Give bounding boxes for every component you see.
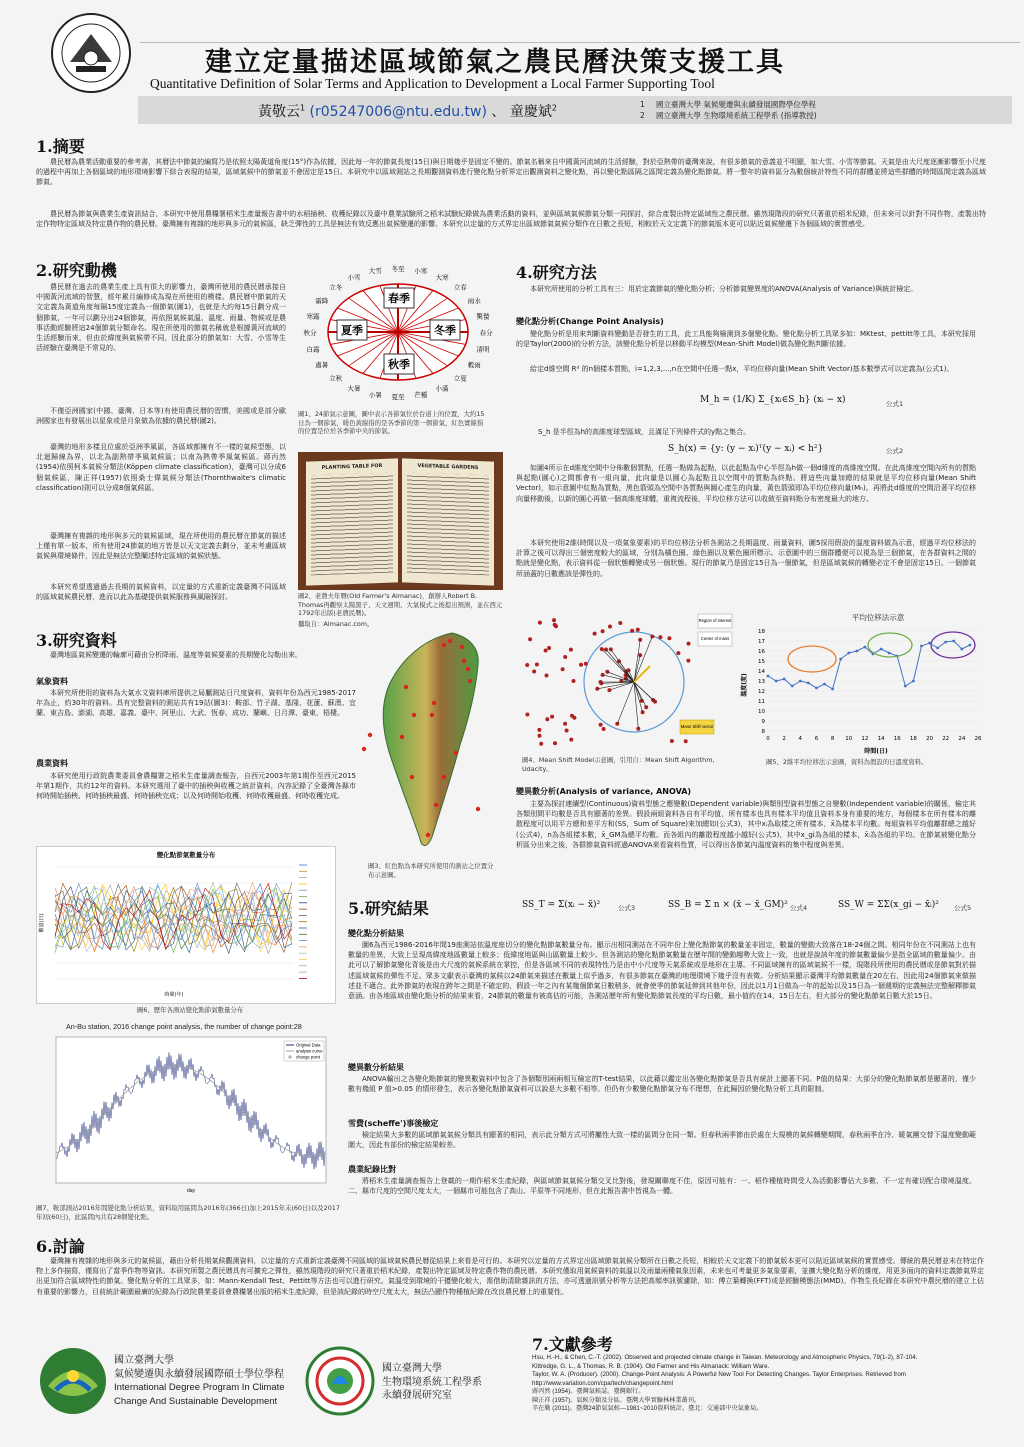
sample-point xyxy=(579,663,583,667)
sample-point xyxy=(539,742,543,746)
x-tick-label: 4 xyxy=(798,736,803,742)
reference-item: Kittredge, G. L., & Thomas, R. B. (1904). Old Farmer and His Almanack: William Ware. xyxy=(532,1362,770,1370)
author-separator: 、 xyxy=(491,104,506,120)
figure-5-title: 平均位移法示意 xyxy=(851,613,905,622)
solar-term-label: 芒種 xyxy=(414,390,428,399)
sample-point xyxy=(641,710,645,714)
figure-5-ylabel: 溫度(度) xyxy=(741,673,748,697)
sample-point xyxy=(563,655,567,659)
data-point xyxy=(952,640,955,643)
section-abstract-title: 1.摘要 xyxy=(36,137,85,156)
data-point xyxy=(855,650,858,653)
changepoint-paragraph-1: 變化點分析是用來判斷資料變動是否發生的工具，此工具能夠檢測到多個變化點。變化點分析工具眾多如：MKtest、pettitt等工具，本研究採用的是Taylor(2000)的分析方法，該變化點分析是以移動平均模型(Mean-Shift Model)做為變化點判斷依據。 xyxy=(516,330,976,349)
y-tick-label: 10 xyxy=(758,709,765,715)
data-point xyxy=(791,685,794,688)
changepoint-paragraph-3: S_h 是半徑為h的高維度球型區域，且滿足下列條件式的y點之集合。 xyxy=(538,428,751,436)
data-point xyxy=(888,652,891,655)
sample-point xyxy=(561,667,565,671)
solar-term-label: 小雪 xyxy=(347,273,361,282)
sample-point xyxy=(684,739,688,743)
sample-point xyxy=(601,629,605,633)
data-point xyxy=(839,658,842,661)
figure-4-label-msv: Mean Shift vector xyxy=(680,724,714,729)
figure-6-ylabel: 數量(日) xyxy=(39,913,45,933)
data-point xyxy=(960,648,963,651)
figure-7-chart xyxy=(36,1022,336,1200)
reference-item: 陳正祥 (1957)。氣候分類及分區。臺灣大學實驗林林業叢刊。 xyxy=(532,1396,701,1404)
sample-point xyxy=(667,636,671,640)
results-anova-heading: 變異數分析結果 xyxy=(348,1063,404,1072)
results-scheffe-paragraph: 檢定結果大多數的區域節氣氣候分類具有顯著的相同，表示此分類方式可將屬性大致一樣的區間分在同一類。但春秋兩季節由於處在大規模的氣候轉變期間，春秋兩季在冷、暖氣團交替下溫度變動範圍大，因此有部份的檢定結果較差。 xyxy=(348,1131,976,1150)
method-intro: 本研究所使用的分析工具有三：用於定義節氣的變化點分析；分析節氣變異度的ANOVA(Analysis of Variance)與統計檢定。 xyxy=(530,285,918,293)
solar-term-label: 立冬 xyxy=(329,283,343,292)
discussion-paragraph: 臺灣擁有複雜的地形與多元的氣候區，藉由分析長期氣候觀測資料，以定量的方式重新定義臺灣不同區域的區域氣候農民曆從結果上來看是可行的。本研究以定量的方式界定出區域節氣氣候分類所在日數之長短，相較於天文定義下的節氣版本更可以貼近區域氣候的實質感受。傳統的農民曆並未在特定作物上多作描寫，僅寫出了當季作物等資訊。本研究所製之農民曆具有可擴充之彈性，雖然現階段的研究只著重於稻米紀錄，產製出特定區域及特定農作物的農民曆。本研究僅取用氣候資料的氣溫以及雨量兩種氣象因素，未來也可考量更多氣象要素，並擴大變化點分析的維度，用更多面向的資料定義節氣界定出更加符合區域特性的節氣。變化點分析的工具眾多，如：Mann-Kendall Test、Pettitt等方法也可以進行研究。氣溫受到環境的干擾變化較大，需借助清除雜訊的方法，亦可透過訊號分析等方法把高頻率訊號濾除，如：傅立葉轉換(FFT)或是經驗模態法(MMD)。作物生長紀錄在本研究中農民曆的建立上佔有重要的影響力，目前統計範圍最廣的紀錄為行政院農業委員會農糧署出版的稻米生產紀錄，但是該紀錄的時空尺度太大，無法凸顯作物種植紀錄在改良農民曆上的重要性。 xyxy=(36,1257,984,1296)
sample-point xyxy=(676,651,680,655)
reference-item: 蔣丙然 (1954)。臺灣氣候誌。臺灣銀行。 xyxy=(532,1388,645,1395)
results-agri-heading: 農業紀錄比對 xyxy=(348,1165,396,1174)
figure-4-label-roi: Region of interest xyxy=(698,618,732,623)
data-point xyxy=(831,688,834,691)
y-tick-label: 17 xyxy=(758,639,765,645)
motivation-paragraph-2: 不僅亞洲國家(中國、臺灣、日本等)有使用農民曆的習慣，美國或是部分歐洲國家也有發展出以星象或是月象做為依據的農民曆(圖2)。 xyxy=(36,407,286,426)
program-name-line-2: 氣候變遷與永續發展國際碩士學位學程 xyxy=(114,1368,284,1380)
university-seal xyxy=(50,12,132,94)
data-point xyxy=(864,646,867,649)
changepoint-paragraph-5: 本研究使用2維(時間以及一項氣象要素)的平均位移法分析各測站之長期溫度、雨量資料，圖5採用假設的溫度資料做為示意，經過平均位移法的計算之後可以得出三個密度較大的區域，分別為橘色圈、綠色圈以及紫色圈所標示。示意圖中的三個群體便可以視為是三個節氣，在各群資料之間的點就是變化點，表示資料從一個狀態轉變成另一個狀態。現行的節氣乃是固定15日為一個節氣，但是區域氣候的轉變必定不會是固定15日。一個節氣所涵蓋的日數應該是彈性的。 xyxy=(516,539,976,578)
x-tick-label: 24 xyxy=(958,736,966,742)
season-winter: 冬季 xyxy=(434,324,456,337)
data-point xyxy=(799,680,802,683)
figure-1-caption: 圖1、24節氣示意圖，圖中表示各節氣位於台道上的位置，大約15日為一個節氣，暖色黃線指的是各季節的第一個節氣，紅色實線指的位置是位於各季節中央的節氣。 xyxy=(298,410,485,436)
sample-point xyxy=(553,623,557,627)
abstract-paragraph-1: 農民曆為農業活動重要的參考書，其曆法中節氣的編寫乃是依照太陽黃道角度(15°)作為依據，因此每一年的節氣長度(15日)與日期幾乎是固定不變的。節氣名稱來自中國黃河流域的生活經驗，對於亞熱帶的臺灣來說，有很多節氣的意義並不明顯，如大雪、小雪等節氣。天氣是由大尺度逐漸影響至小尺度的過程中再加上各個區域的地形環境影響下綜合表現的結果，區域氣候中的節氣並不會固定是15日。本研究中以區域測站之長期觀測資料進行變化點分析界定出觀測資料之變化點，再以變化點區隔之區間定義為變化點節氣。將一整年的資料區分為數個統計特性不同的群體並將這些群體的時間區間定義為區域節氣。 xyxy=(36,158,986,187)
y-tick-label: 16 xyxy=(758,649,765,655)
solar-term-label: 處暑 xyxy=(315,361,329,369)
x-tick-label: 20 xyxy=(926,736,934,742)
almanac-page-left xyxy=(306,458,398,585)
data-point xyxy=(936,647,939,650)
sample-point xyxy=(572,679,576,683)
figure-7-xlabel: day xyxy=(186,1188,196,1194)
author-1-sup: 1 xyxy=(300,103,306,113)
data-point xyxy=(775,680,778,683)
sample-point xyxy=(553,741,557,745)
changepoint-paragraph-2: 給定d維空間 Rᵈ 的n個樣本質點，i=1,2,3,...,n在空間中任選一點x，平均位移向量(Mean Shift Vector)基本數學式可以定義為(公式1)。 xyxy=(530,365,954,373)
results-changepoint-heading: 變化點分析結果 xyxy=(348,929,404,938)
solar-term-label: 春分 xyxy=(479,329,493,337)
data-point xyxy=(767,675,770,678)
figure-7-title: An-Bu station, 2016 change point analysis, the number of change point:28 xyxy=(66,1022,302,1031)
data-intro: 臺灣地區氣候變遷的輪廓可藉由分析降雨、溫度等氣候要素的長期變化勾勒出來。 xyxy=(50,651,302,659)
sample-point xyxy=(601,673,605,677)
affiliation-2: 2 國立臺灣大學 生物環境系統工程學系 (指導教授) xyxy=(640,111,817,120)
solar-term-label: 霜降 xyxy=(315,297,329,305)
solar-term-label: 大寒 xyxy=(435,273,449,282)
figure-2-caption: 圖2、老農夫年曆(Old Farmer's Almanac)，創辦人Robert B. Thomas再觀察太陽黑子、天文週期、大氣模式之後提出預測，並在西元1792年出版(老農民曆)。 xyxy=(298,592,503,618)
figure-7-legend-original: Original Data xyxy=(296,1042,321,1048)
figure-5-chart xyxy=(738,612,988,757)
figure-2-credit: 攝取自：Almanac.com。 xyxy=(298,620,374,628)
figure-4-label-center: Center of mass xyxy=(700,636,730,641)
x-tick-label: 12 xyxy=(861,736,869,742)
lab-name xyxy=(382,1362,522,1403)
solar-term-label: 寒露 xyxy=(306,312,320,321)
x-tick-label: 2 xyxy=(782,736,786,742)
equation-3: SS_T = Σ(xᵢ − x̄)² xyxy=(522,900,601,910)
data-point xyxy=(807,682,810,685)
results-scheffe-heading: 雪費(scheffe')事後檢定 xyxy=(348,1119,439,1128)
figure-5-caption: 圖5、2維平均位移法示意圖，資料為假設的日溫度資料。 xyxy=(766,758,928,766)
section-references-title: 7.文獻參考 xyxy=(532,1335,613,1354)
sample-point xyxy=(550,715,554,719)
sample-point xyxy=(644,705,648,709)
figure-3-caption: 圖3、紅色點為本研究所使用的測站之位置分布示意圖。 xyxy=(368,862,494,879)
figure-6-title: 變化點節氣數量分布 xyxy=(156,851,216,859)
solar-term-label: 大暑 xyxy=(347,384,361,393)
section-data-title: 3.研究資料 xyxy=(36,631,117,650)
sample-point xyxy=(552,618,556,622)
x-tick-label: 14 xyxy=(877,736,885,742)
affiliation-1: 1 國立臺灣大學 氣候變遷與永續發展國際學位學程 xyxy=(640,100,816,109)
data-point xyxy=(823,683,826,686)
figure-6-caption: 圖6、歷年各測站變化點節氣數量分布 xyxy=(136,1006,244,1014)
equation-5: SS_W = ΣΣ(x_gi − x̄ᵢ)² xyxy=(838,900,939,910)
season-spring: 春季 xyxy=(388,292,410,305)
sample-point xyxy=(602,727,606,731)
data-point xyxy=(847,652,850,655)
sample-point xyxy=(528,637,532,641)
sample-point xyxy=(532,670,536,674)
solar-term-label: 夏至 xyxy=(391,393,405,401)
motivation-paragraph-1: 農民曆在過去的農業生產上具有很大的影響力，臺灣所使用的農民曆承接自中國黃河流域的智慧，經年累月編修成為現在所使用的模樣。農民曆中節氣的天文定義為黃道角度每隔15度定義為一個節氣(圖1)，也就是大約每15日劃分成一個節氣，一年可以劃分出24個節氣，再依照氣候氣溫、溫度、雨量、物候或是農事活動經驗將這24個節氣分類命名。現在所使用的節氣名稱就是根據黃河流域的生活經驗而來，但由於緯度與氣候帶不同，因此部分的節氣如：大雪、小雪等生活經驗在臺灣是不常見的。 xyxy=(36,283,286,353)
sample-point xyxy=(605,670,609,674)
solar-term-label: 白露 xyxy=(306,345,320,354)
agri-data-paragraph: 本研究使用行政院農業委員會農糧署之稻米生產量調查報告，自西元2003年第1期作至西元2015年第1期作，共約12年的資料。本研究選用了臺中的插秧與收穫之統計資料，內容記錄了全臺灣各縣市何時開始插秧、何時插秧最盛、何時插秧完成；以及何時開始收穫、何時收穫最盛、何時收穫完成。 xyxy=(36,772,356,801)
solar-term-label: 驚蟄 xyxy=(476,312,490,321)
data-point xyxy=(783,678,786,681)
sample-point xyxy=(545,674,549,678)
x-tick-label: 26 xyxy=(974,736,982,742)
weather-data-paragraph: 本研究所使用的資料為大氣水文資料庫所提供之局屬測站日尺度資料，資料年份為西元1985-2017年為止，約30年的資料。具有完整資料的測站共有19站(圖3)：鞍部、竹子湖、基隆、花蓮、蘇澳、宜蘭、東吉島、澎湖、高雄、嘉義、臺中、阿里山、大武、恆春、成功、蘭嶼、日月潭、臺東、梧棲。 xyxy=(36,689,356,718)
sample-point xyxy=(547,646,551,650)
x-tick-label: 10 xyxy=(845,736,853,742)
program-logo xyxy=(38,1346,108,1416)
program-name-line-4: Change And Sustainable Development xyxy=(114,1395,278,1407)
author-2: 童慶斌 xyxy=(509,104,552,120)
figure-3-taiwan-map xyxy=(360,625,495,855)
sample-point xyxy=(593,632,597,636)
sample-point xyxy=(636,628,640,632)
figure-2-almanac-photo xyxy=(298,452,503,590)
reference-item: Hsu, H.-H., & Chen, C.-T. (2002). Observed and projected climate change in Taiwan. Meteorology and Atmospheric Physics, 79(1-2), 87-104. xyxy=(532,1354,918,1361)
sample-point xyxy=(608,625,612,629)
author-1: 黃敬云 xyxy=(258,104,300,120)
season-summer: 夏季 xyxy=(341,324,363,337)
season-autumn: 秋季 xyxy=(388,358,410,371)
sample-point xyxy=(570,714,574,718)
sample-point xyxy=(686,659,690,663)
sample-point xyxy=(544,649,548,653)
section-motivation-title: 2.研究動機 xyxy=(36,261,117,280)
sample-point xyxy=(670,739,674,743)
equation-1-number: 公式1 xyxy=(886,400,904,408)
y-tick-label: 18 xyxy=(758,629,765,635)
figure-1-solar-terms-wheel xyxy=(292,250,504,410)
sample-point xyxy=(538,734,542,738)
y-tick-label: 14 xyxy=(758,669,765,675)
sample-point xyxy=(535,663,539,667)
results-changepoint-paragraph: 圖6為西元1986-2016年間19座測站依溫度座切分的變化點節氣數量分布。顯示出相同測站在不同年份上變化點節氣的數量並非固定，數量的變動大致落在18-24個之間。相同年份在不同測站上也有數量的差異，大致上呈現高緯度地區數量上較多；低緯度地區與山區數量上較少。但各測站的變化點節氣數量在歷年間的變動趨勢大致上一致，也就是說該年度的節氣數量偏少是指全區域的數量偏少。由此可以了解節氣變化背後是由大尺度的氣候系統在掌控，但是各區域不同的表現特性乃是由中小尺度等天氣系統或是地形在主導。不同區域擁有的區域氣候不一樣，現階段所使用的農民曆或是節氣對於描述區域氣候的彈性不足。眾多文獻表示臺灣的氣候以24節氣來描述在數量上似乎過多，有很多節氣在臺灣的地理環境下幾乎沒有表徵。分析結果顯示臺灣平均節氣數量在20左右，因此用24個節氣來做描述並不適合。此外節氣的表現在跨年之間是不確定的，假設一年之內有某幾個節氣日數稍多，就會使季的節氣延伸到其他年份，因此以1月1日做為一年的起始以及15日為一個週期的定義無法完整解釋節氣意涵。由各地區域由變化點分析的結果來看，24節氣的數量有被高估的可能，各測站歷年所有變化點節氣長度的平均日數，最小值約在14、15日左右，但大部分的變化點節氣日數大於15日。 xyxy=(348,941,976,1001)
almanac-page-right xyxy=(402,458,494,585)
program-name-line-3: International Degree Program In Climate xyxy=(114,1382,285,1393)
data-point xyxy=(904,685,907,688)
lab-name-line-2: 生物環境系統工程學系 xyxy=(382,1376,482,1388)
author-email[interactable]: (r05247006@ntu.edu.tw) xyxy=(309,104,487,120)
anova-heading: 變異數分析(Analysis of variance, ANOVA) xyxy=(516,787,692,796)
figure-7-legend-curve: analysis curve xyxy=(296,1048,323,1054)
figure-4-caption: 圖4、Mean Shift Model示意圖，引用自：Mean Shift Algorithm, Udacity。 xyxy=(522,756,715,773)
lab-name-line-1: 國立臺灣大學 xyxy=(382,1363,442,1374)
section-results-title: 5.研究結果 xyxy=(348,899,429,918)
y-tick-label: 8 xyxy=(761,729,765,735)
affiliations xyxy=(640,99,1010,121)
author-line xyxy=(258,101,557,121)
sample-point xyxy=(630,629,634,633)
data-point xyxy=(912,680,915,683)
abstract-paragraph-2: 農民曆為節氣與農業生產資訊結合，本研究中使用農糧署稻米生產量報告書中的水稻插秧、收穫紀錄以及臺中農業試驗所之稻米試驗紀錄做為農業活動的資料，並與區域氣候節氣分類一同探討，綜合產製出特定區域性之農民曆。雖然現階段的研究只著重於稻米紀錄，但未來可以針對不同作物，產製出特定作物特定區域及特定農作物的農民曆。臺灣擁有複雜的地形與多元的氣候區，缺乏彈性的工具是無法有效反應出氣候變遷的影響。本研究以定量的方式界定出區域節氣氣候分類作在日數之長短，相較於天文定義下的節氣版本更可以貼近氣候變遷下各個區域的實質感受。 xyxy=(36,210,986,229)
motivation-paragraph-3: 臺灣的地形多樣且位處於亞洲季風區，各區域都擁有不一樣的氣候型態，以北迴歸線為界，以北為副熱帶季風氣候區；以南為熱帶季風氣候區。蔣丙然(1954)依照柯本氣候分類法(Köppen climate classification)，臺灣可以分成6個氣候區，陳正祥(1957)依照桑士偉氣候分類法(Thornthwaite's climatic classification)則可以分成8個氣候區。 xyxy=(36,443,286,492)
x-tick-label: 0 xyxy=(766,736,770,742)
x-tick-label: 8 xyxy=(830,736,835,742)
y-tick-label: 11 xyxy=(758,699,765,705)
equation-5-number: 公式5 xyxy=(954,904,972,912)
poster-subtitle: Quantitative Definition of Solar Terms and Application to Development a Local Farmer Supporting Tool xyxy=(150,76,715,91)
solar-term-label: 秋分 xyxy=(303,329,317,337)
figure-4-mean-shift xyxy=(516,612,736,752)
x-tick-label: 22 xyxy=(942,736,950,742)
solar-term-label: 小寒 xyxy=(414,267,428,276)
figure-6-xlabel: 時間(年) xyxy=(164,992,184,998)
author-2-sup: 2 xyxy=(551,103,557,113)
y-tick-label: 12 xyxy=(758,689,765,695)
sample-point xyxy=(545,717,549,721)
equation-1: M_h = (1/K) Σ_{xᵢ∈S_h} (xᵢ − x) xyxy=(700,395,846,405)
figure-7-caption: 圖7、鞍部測站2016年間變化點分析結果，資料取用區間為2016年(366日)加上2015年末(60日)以及2017年初(60日)，此區間內共有28個變化點。 xyxy=(36,1204,340,1221)
motivation-paragraph-5: 本研究希望透過過去長期的氣候資料，以定量的方式重新定義臺灣不同區域的區域氣候農民曆，進而以此為基礎提供氣候服務與風險探討。 xyxy=(36,583,286,602)
equation-3-number: 公式3 xyxy=(618,904,636,912)
equation-2-number: 公式2 xyxy=(886,447,904,455)
results-anova-paragraph: ANOVA輸出之各變化點節氣的變異數資料中包含了各個類別兩兩相互檢定的T-test結果，以此藉以鑑定出各變化點節氣是否具有統計上顯著不同。P值的結果：大部分的變化點節氣都是顯著的，僅少數有幾組 P 值>0.05 的情形發生，表示各變化點節氣資料可以說是大多數不相等。但仍有少數變化點節氣分布不理想，在此歸因於變化點分析工具的限制。 xyxy=(348,1075,976,1094)
program-name xyxy=(114,1354,314,1408)
reference-item: Taylor, W. A. (Producer). (2000). Change-Point Analysis: A Powerful New Tool For Detecting Changes. Taylor Enterprises. Retrieved from http://www.variation.com/cpa/tech/changepoint.html xyxy=(532,1371,906,1387)
figure-7-legend-changepoint: change point xyxy=(296,1054,320,1060)
sample-point xyxy=(658,635,662,639)
sample-point xyxy=(565,729,569,733)
solar-term-label: 立秋 xyxy=(329,374,343,383)
solar-term-label: 雨水 xyxy=(467,297,481,305)
figure-5-xlabel: 時間(日) xyxy=(864,748,888,755)
solar-term-label: 立夏 xyxy=(453,374,467,383)
x-tick-label: 16 xyxy=(893,736,901,742)
sample-point xyxy=(537,728,541,732)
solar-term-label: 大雪 xyxy=(368,267,382,276)
lab-logo xyxy=(305,1346,375,1416)
changepoint-paragraph-4: 如圖4所示在d維度空間中分佈數個質點，任選一點做為起點，以此起點為中心半徑為h做一個d維度的高維度空間。在此高維度空間內所有的質點與起點(圓心)之間都會有一組向量，此向量是以圓心為起點且以空間中的質點為終點。將這些向量加總的結果就是平均位移向量(Mean Shift Vector)，如示意圖中紅點為質點，黑色箭頭為空間中各質點與圓心產生的向量，黃色箭頭即為平均位移向量(Mₕ)。再將此d維度的空間沿著平均位移向量移動後，以新的圓心再做一個高維度球體，重複流程後，平均位移方法可以收斂至資料點分布密度最大的地方。 xyxy=(516,464,976,503)
sample-point xyxy=(563,722,567,726)
solar-term-label: 穀雨 xyxy=(467,361,481,369)
solar-term-label: 清明 xyxy=(476,345,490,354)
sample-point xyxy=(569,738,573,742)
sample-point xyxy=(584,662,588,666)
almanac-page-left-heading: PLANTING TABLE FOR xyxy=(321,462,383,472)
solar-term-label: 小暑 xyxy=(368,390,382,399)
section-discussion-title: 6.討論 xyxy=(36,1237,85,1256)
sample-point xyxy=(599,723,603,727)
motivation-paragraph-4: 臺灣擁有複雜的地形與多元的氣候區域，現在所使用的農民曆在節氣的描述上僅有單一版本，所有使用24節氣的地方皆是以天文定義去劃分，並未考慮區域氣候與環境條件，因此是無法完整闡述特定區域的氣候狀態。 xyxy=(36,532,286,561)
data-point xyxy=(815,687,818,690)
references-list xyxy=(532,1354,980,1414)
weather-data-heading: 氣象資料 xyxy=(36,677,68,686)
solar-term-label: 冬至 xyxy=(391,265,405,273)
anova-paragraph: 主要為探討連續型(Continuous)資料型態之應變數(Dependent variable)與類別型資料型態之自變數(Independent variable)的關係，檢定其各類別間平均數是否具有顯著的差異。假設兩組資料各自有平均值，所有樣本也具有樣本平均值且資料本身有重要的地方，每個樣本在所有樣本的離散程度可以用平方總和差平方和(SS，Sum of Square)來加總如(公式3)，其中xᵢ為取樣之所有樣本，x̄為樣本平均數。每組資料平均值離群總之越好(公式4)，n為各組樣本數，x̄_GM為總平均數。而各組內的離散程度越小越好(公式5)，其中x_gi為各組的樣本，x̄ᵢ為各組的平均。在節氣被變化點分析區分出來之後，各群節氣資料經過ANOVA來看資料性質，可以得出各節氣內溫度資料的集中程度與差異。 xyxy=(516,800,976,849)
equation-4-number: 公式4 xyxy=(790,904,808,912)
solar-term-label: 立春 xyxy=(453,283,467,292)
sample-point xyxy=(687,642,691,646)
sample-point xyxy=(525,713,529,717)
equation-4: SS_B = Σ n × (x̄ − x̄_GM)² xyxy=(668,900,788,910)
program-name-line-1: 國立臺灣大學 xyxy=(114,1355,174,1366)
agri-data-heading: 農業資料 xyxy=(36,759,68,768)
equation-2: S_h(x) = {y: (y − xᵢ)ᵀ(y − xᵢ) < h²} xyxy=(668,444,824,454)
results-agri-paragraph: 將稻米生產量調查報告上登載的一期作稻米生產紀錄，與區域節氣氣候分類交叉比對後，發現關聯度不佳，原因可能有：一、稻作種植時間受人為活動影響佔大多數，不一定有確切配合環境溫度。二、縣市尺度的空間尺度太大，一個縣市可能包含了高山、平原等不同地形，但在此報告書中皆視為一體。 xyxy=(348,1177,976,1196)
y-tick-label: 13 xyxy=(758,679,765,685)
y-tick-label: 15 xyxy=(758,659,765,665)
data-point xyxy=(920,645,923,648)
sample-point xyxy=(525,663,529,667)
section-method-title: 4.研究方法 xyxy=(516,263,597,282)
x-tick-label: 18 xyxy=(909,736,917,742)
changepoint-heading: 變化點分析(Change Point Analysis) xyxy=(516,317,664,326)
sample-point xyxy=(569,648,573,652)
figure-6-chart xyxy=(36,846,336,1004)
poster-title: 建立定量描述區域節氣之農民曆決策支援工具 xyxy=(205,47,785,78)
x-tick-label: 6 xyxy=(814,736,819,742)
sample-point xyxy=(538,621,542,625)
data-point xyxy=(944,641,947,644)
lab-name-line-3: 永續發展研究室 xyxy=(382,1390,452,1401)
y-tick-label: 9 xyxy=(761,719,765,725)
almanac-page-right-heading: VEGETABLE GARDENS xyxy=(417,462,479,472)
data-point xyxy=(880,648,883,651)
sample-point xyxy=(638,653,642,657)
reference-item: 辛在勤 (2011)。臺灣24節氣氣候---1981~2010資料統計。臺北：交通部中央氣象局。 xyxy=(532,1405,763,1412)
solar-term-label: 小滿 xyxy=(435,384,449,393)
data-point xyxy=(969,644,972,647)
sample-point xyxy=(618,621,622,625)
